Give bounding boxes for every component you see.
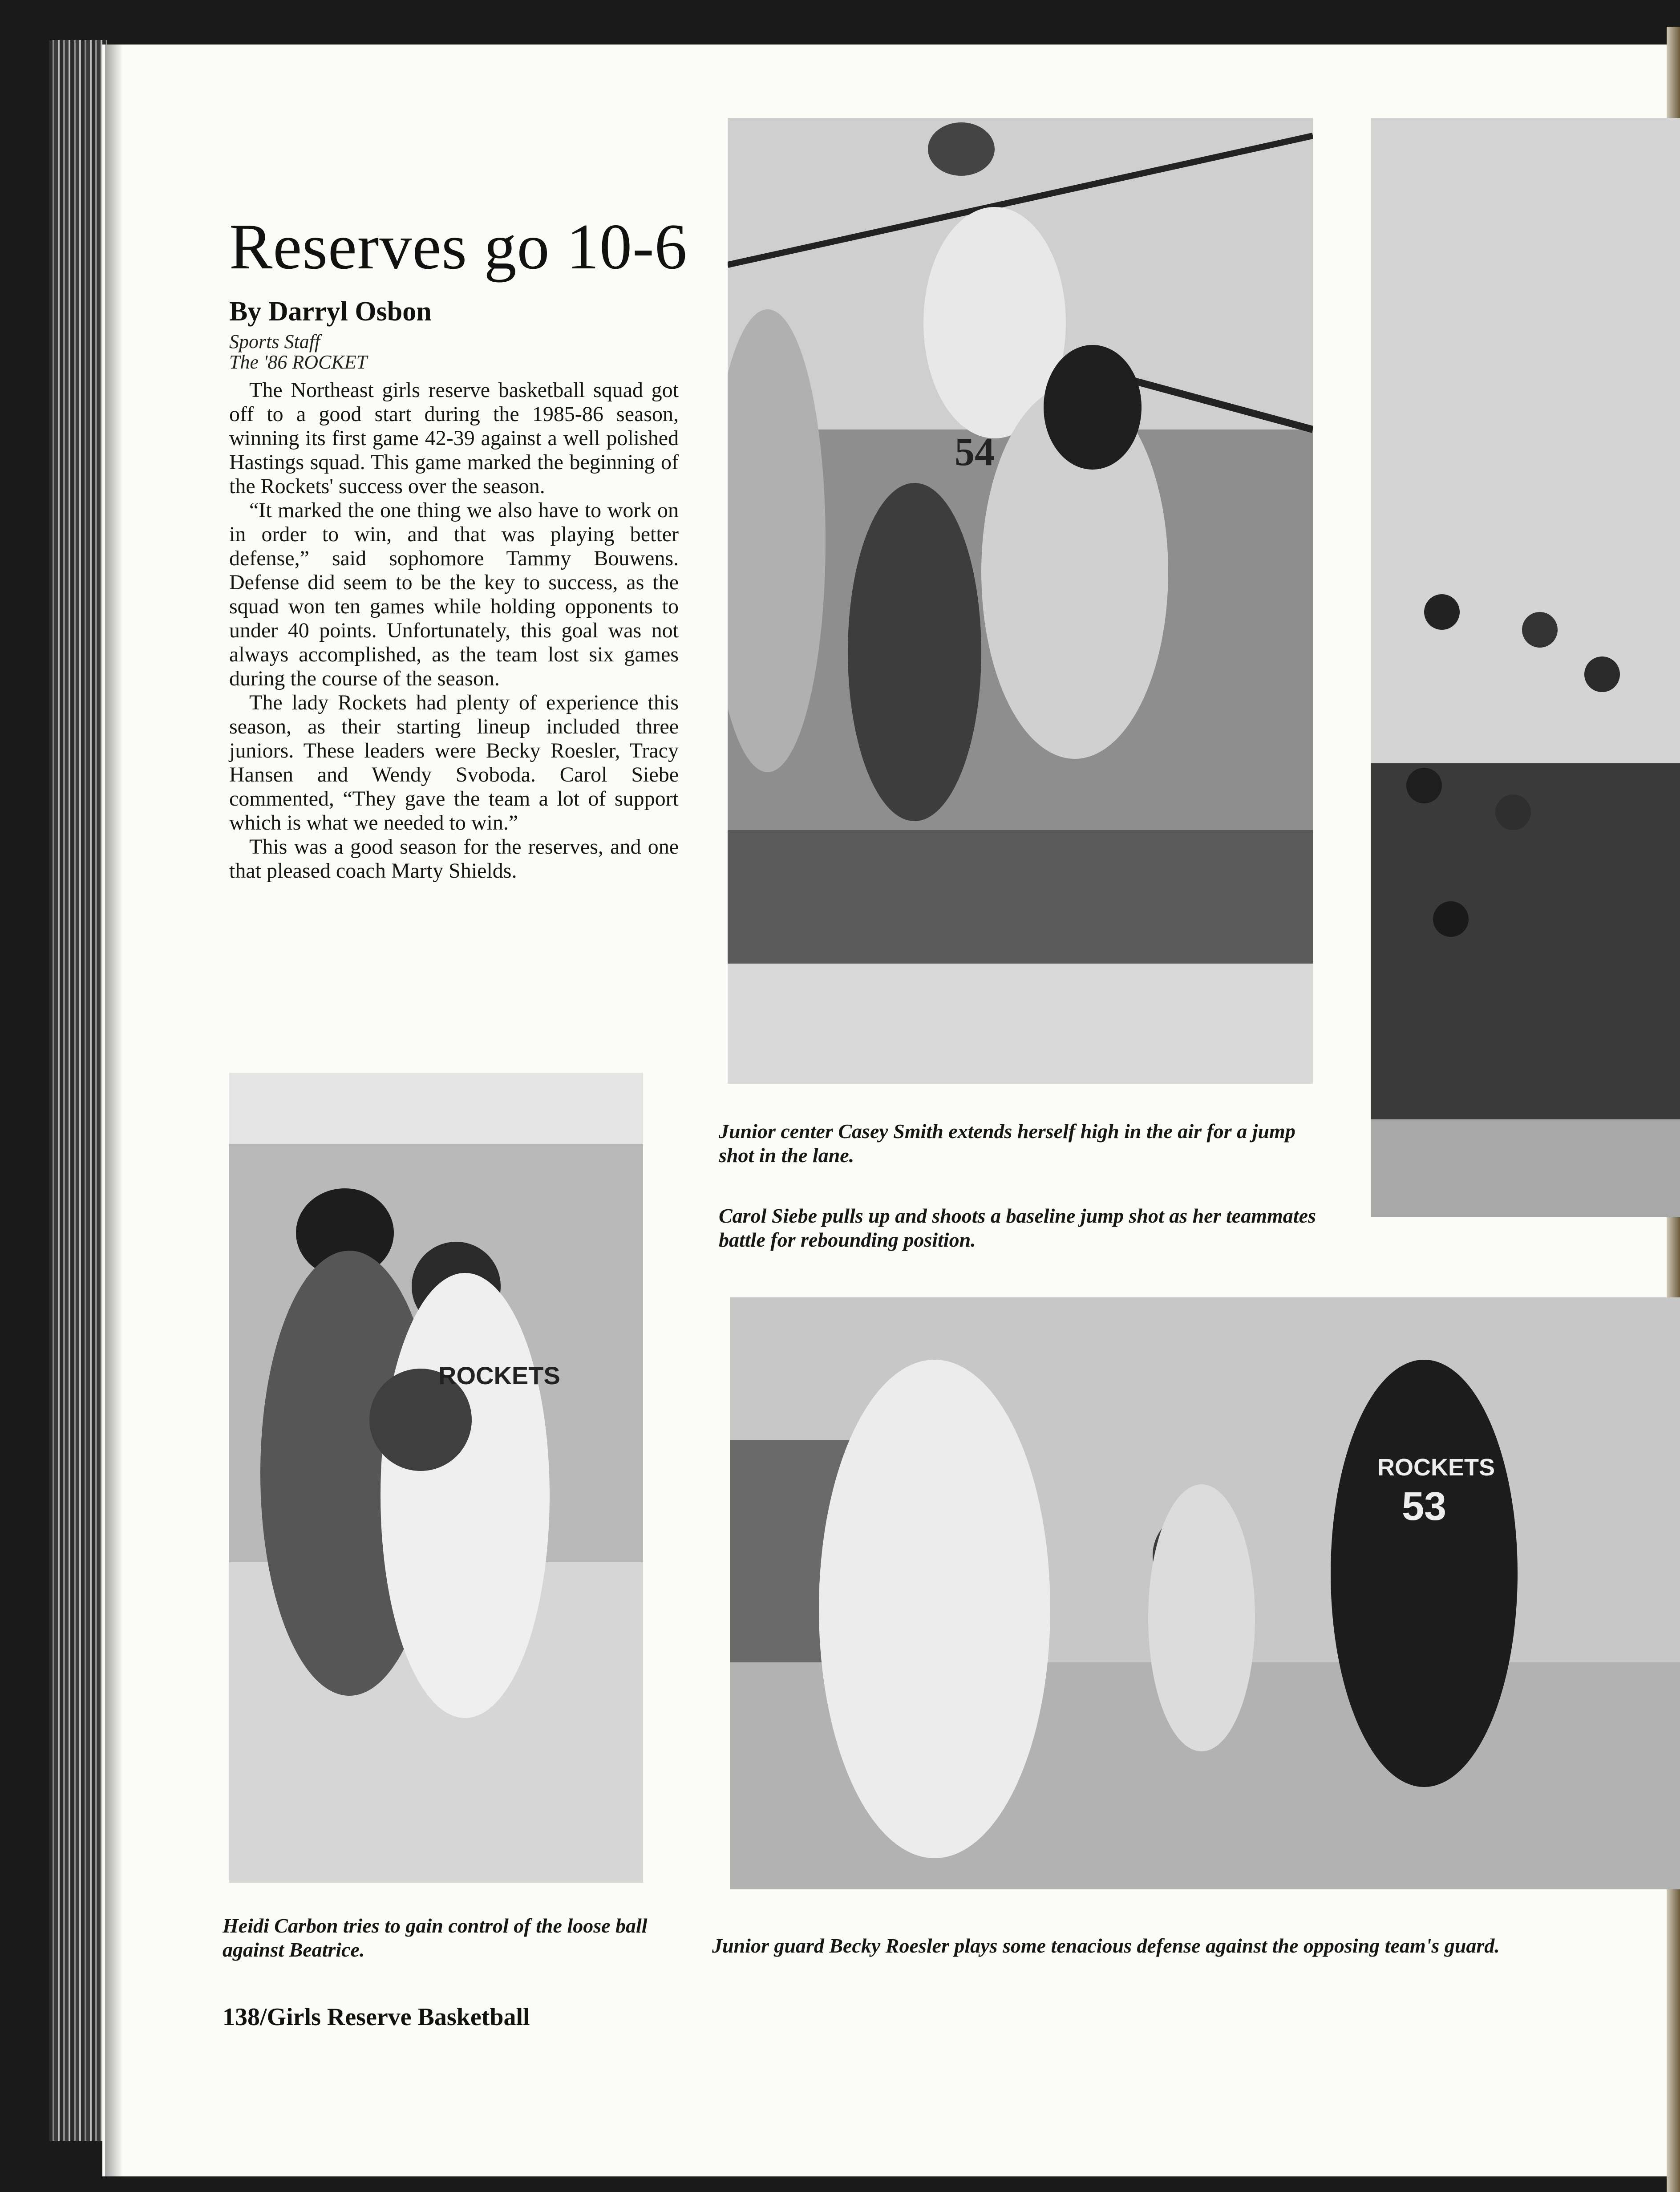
staff-line: The '86 ROCKET	[229, 351, 368, 373]
caption-casey-smith: Junior center Casey Smith extends herself high in the air for a jump shot in the lane.	[719, 1120, 1295, 1167]
photo-loose-ball	[229, 1073, 643, 1883]
jersey-text: ROCKETS	[438, 1361, 560, 1390]
article-paragraph: The Northeast girls reserve basketball squad got off to a good start during the 1985-86 season, winning its first game 42-39 against a well polished Hastings squad. This game marked the beginning of the Rockets' success over the season.	[229, 378, 679, 498]
caption-heidi-carbon: Heidi Carbon tries to gain control of the loose ball against Beatrice.	[223, 1914, 648, 1961]
jersey-number: 54	[955, 430, 995, 474]
staff-credit	[229, 332, 367, 373]
article-body	[229, 378, 679, 883]
photo-jump-shot	[728, 118, 1313, 1084]
article-paragraph: This was a good season for the reserves, and one that pleased coach Marty Shields.	[229, 835, 679, 883]
article-byline: By Darryl Osbon	[229, 296, 432, 327]
photo-defense	[730, 1297, 1680, 1889]
article-paragraph: The lady Rockets had plenty of experience this season, as their starting lineup included three juniors. These leaders were Becky Roesler, Tracy Hansen and Wendy Svoboda. Carol Siebe commented, “They gave the team a lot of support which is what we needed to win.”	[229, 691, 679, 835]
page-footer: 138/Girls Reserve Basketball	[223, 2003, 530, 2031]
article-paragraph: “It marked the one thing we also have to work on in order to win, and that was playing better defense,” said sophomore Tammy Bouwens. Defense did seem to be the key to success, as the squad won ten games while holding opponents to under 40 points. Unfortunately, this goal was not always accomplished, as the team lost six games during the course of the season.	[229, 498, 679, 690]
book-binding	[49, 40, 107, 2141]
article-title: Reserves go 10-6	[229, 211, 688, 283]
gutter-shadow	[105, 45, 123, 2176]
staff-line: Sports Staff	[229, 331, 320, 353]
jersey-text: ROCKETS	[1377, 1454, 1495, 1481]
caption-carol-siebe: Carol Siebe pulls up and shoots a baseline jump shot as her teammates battle for rebounding position.	[719, 1204, 1316, 1251]
jersey-number: 53	[1402, 1484, 1447, 1529]
caption-becky-roesler: Junior guard Becky Roesler plays some tenacious defense against the opposing team's guard.	[712, 1934, 1500, 1957]
photo-sideline-crowd	[1371, 118, 1680, 1217]
